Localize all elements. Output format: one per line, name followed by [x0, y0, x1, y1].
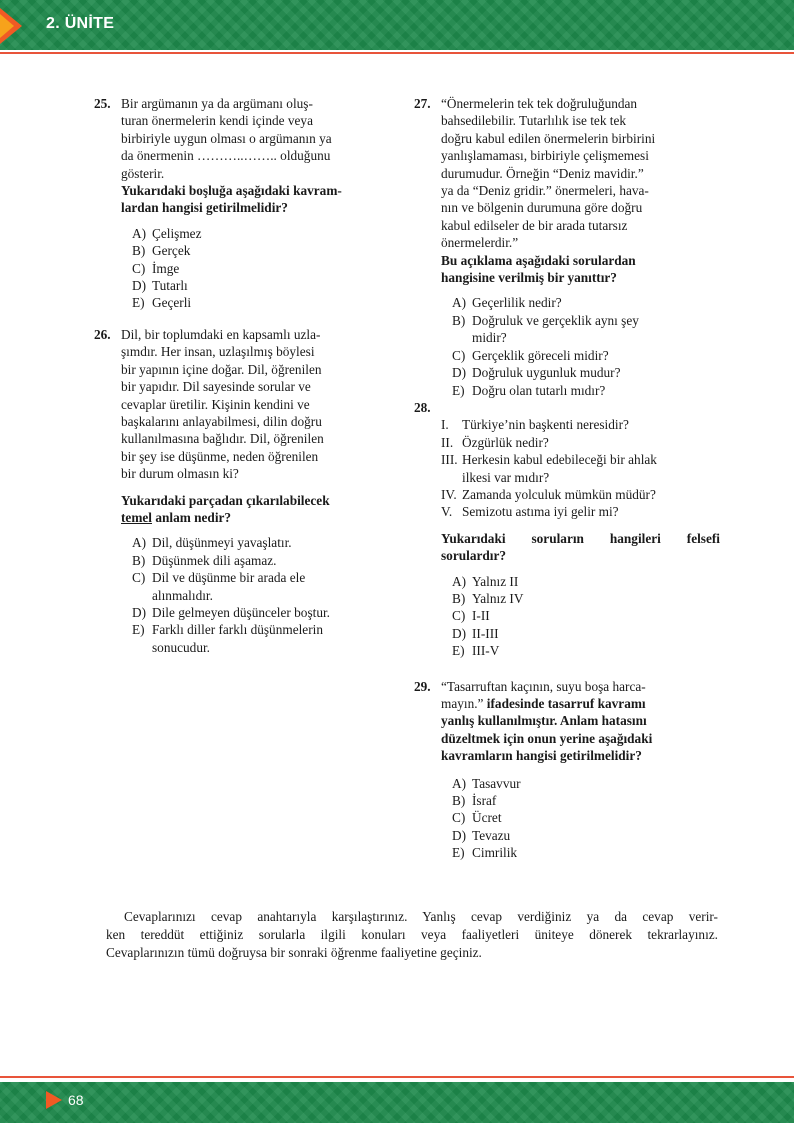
- question-number: 29.: [414, 678, 431, 694]
- option-letter: A): [452, 775, 467, 791]
- option-text: Tutarlı: [152, 278, 188, 294]
- option-b: [132, 552, 364, 569]
- unit-title: 2. ÜNİTE: [46, 15, 115, 32]
- options-list: [121, 534, 364, 656]
- question-number: 26.: [94, 326, 111, 342]
- option-b: [132, 242, 364, 259]
- stem-line: birbiriyle uygun olması o argümanın ya: [121, 130, 332, 146]
- option-letter: B): [132, 243, 146, 259]
- stem-line: önermelerdir.”: [441, 235, 519, 251]
- option-letter: C): [452, 347, 466, 363]
- prompt-line: hangisine verilmiş bir yanıttır?: [441, 270, 617, 286]
- option-letter: B): [452, 590, 466, 606]
- statement-text: Özgürlük nedir?: [462, 434, 549, 450]
- prompt-line: kavramların hangisi getirilmelidir?: [441, 748, 642, 764]
- roman-numeral: III.: [441, 452, 458, 468]
- option-text: Ücret: [472, 810, 502, 826]
- option-c: [132, 260, 364, 277]
- option-text: III-V: [472, 643, 500, 659]
- stem-line: “Önermelerin tek tek doğruluğundan: [441, 96, 638, 111]
- roman-numeral: II.: [441, 434, 454, 450]
- option-text: Geçerli: [152, 295, 192, 311]
- footer-rule: [0, 1076, 794, 1078]
- option-text: Tasavvur: [472, 775, 521, 791]
- left-column: [94, 95, 364, 656]
- stem-line: [441, 695, 720, 712]
- question-number: 28.: [414, 399, 431, 415]
- stem-line: başkalarını anlayabilmesi, dilin doğru: [121, 413, 322, 429]
- option-letter: B): [452, 793, 466, 809]
- option-text: İmge: [152, 260, 180, 276]
- stem-line: bahsedilebilir. Tutarlılık ise tek tek: [441, 113, 627, 129]
- option-letter: D): [452, 827, 467, 843]
- option-b: [452, 792, 720, 809]
- option-letter: E): [132, 622, 145, 638]
- prompt-line: yanlış kullanılmıştır. Anlam hatasını: [441, 713, 647, 729]
- option-letter: E): [132, 295, 145, 311]
- question-27: [414, 95, 720, 399]
- stem-line: nın ve bölgenin durumuna göre doğru: [441, 200, 643, 216]
- option-letter: C): [452, 810, 466, 826]
- option-c: [132, 569, 364, 604]
- option-letter: C): [452, 608, 466, 624]
- stem-line: Dil, bir toplumdaki en kapsamlı uzla-: [121, 326, 321, 342]
- stem-line: kullanılmasına bağlıdır. Dil, öğrenilen: [121, 431, 324, 447]
- statement-text: Zamanda yolculuk mümkün müdür?: [462, 486, 656, 502]
- option-letter: A): [452, 295, 467, 311]
- option-text: Dil, düşünmeyi yavaşlatır.: [152, 535, 292, 551]
- option-a: [452, 573, 720, 590]
- statement-text: Herkesin kabul edebileceği bir ahlak: [462, 452, 657, 468]
- options-list: [441, 294, 720, 398]
- option-text: Yalnız II: [472, 573, 519, 589]
- option-letter: B): [452, 312, 466, 328]
- stem-line: yanlışlamaması, birbiriyle çelişmemesi: [441, 148, 649, 164]
- option-letter: D): [132, 604, 147, 620]
- underlined-keyword: temel: [121, 509, 153, 525]
- statement-list: [441, 416, 720, 520]
- option-text: Dil ve düşünme bir arada ele: [152, 570, 306, 586]
- option-text: I-II: [472, 608, 490, 624]
- stem-normal: mayın.”: [441, 696, 487, 711]
- closing-paragraph: [106, 908, 718, 962]
- prompt-line: [121, 509, 364, 526]
- prompt-line: Yukarıdaki soruların hangileri felsefi: [441, 530, 720, 546]
- closing-line: Cevaplarınızın tümü doğruysa bir sonraki öğrenme faaliyetine geçiniz.: [106, 945, 482, 960]
- option-letter: C): [132, 260, 146, 276]
- option-letter: E): [452, 382, 465, 398]
- option-text: Doğru olan tutarlı mıdır?: [472, 382, 606, 398]
- option-d: [132, 277, 364, 294]
- option-text: Farklı diller farklı düşünmelerin: [152, 622, 323, 638]
- header-arrow-inner-icon: [0, 14, 14, 38]
- option-text: Yalnız IV: [472, 590, 524, 606]
- option-text: Geçerlilik nedir?: [472, 295, 562, 311]
- question-number: 25.: [94, 96, 111, 111]
- header-band: [0, 0, 794, 50]
- option-text: Düşünmek dili aşamaz.: [152, 552, 277, 568]
- stem-line: bir yapıdır. Dil sayesinde sorular ve: [121, 379, 311, 395]
- stem-line: şımdır. Her insan, uzlaşılmış böylesi: [121, 344, 315, 360]
- option-a: [452, 294, 720, 311]
- stem-line: bir şey ise düşünme, neden öğrenilen: [121, 448, 319, 464]
- statement-text: ilkesi var mıdır?: [462, 469, 550, 485]
- option-b: [452, 590, 720, 607]
- option-letter: B): [132, 552, 146, 568]
- stem-line: cevaplar üretilir. Kişinin kendini ve: [121, 396, 310, 412]
- option-b: [452, 312, 720, 347]
- stem-line: bir durum olmasın ki?: [121, 466, 239, 482]
- option-text: II-III: [472, 625, 499, 641]
- question-number-spacer: [441, 399, 720, 416]
- option-e: [452, 382, 720, 399]
- stem-line: durumudur. Örneğin “Deniz mavidir.”: [441, 165, 644, 181]
- prompt-line: lardan hangisi getirilmelidir?: [121, 200, 288, 216]
- option-letter: D): [132, 278, 147, 294]
- option-letter: D): [452, 365, 467, 381]
- option-text: Dile gelmeyen düşünceler boştur.: [152, 604, 330, 620]
- stem-line: turan önermelerin kendi içinde veya: [121, 113, 313, 129]
- statement-v: [441, 503, 720, 520]
- prompt-line: Yukarıdaki parçadan çıkarılabilecek: [121, 492, 330, 508]
- question-29: [414, 678, 720, 862]
- footer-arrow-icon: [46, 1091, 62, 1109]
- option-text: sonucudur.: [152, 639, 210, 655]
- option-text: midir?: [472, 330, 507, 346]
- stem-line: doğru kabul edilen önermelerin birbirini: [441, 130, 656, 146]
- option-text: Gerçeklik göreceli midir?: [472, 347, 609, 363]
- option-letter: A): [132, 535, 147, 551]
- closing-line: Cevaplarınızı cevap anahtarıyla karşılaştırınız. Yanlış cevap verdiğiniz ya da cevap verir-: [124, 909, 718, 924]
- header-rule: [0, 52, 794, 54]
- option-d: [452, 625, 720, 642]
- right-column: [414, 95, 720, 862]
- stem-line: kabul edilseler de bir arada tutarsız: [441, 217, 628, 233]
- option-e: [132, 621, 364, 656]
- option-c: [452, 607, 720, 624]
- option-letter: E): [452, 845, 465, 861]
- options-list: [441, 573, 720, 660]
- option-e: [132, 294, 364, 311]
- prompt-line: Yukarıdaki boşluğa aşağıdaki kavram-: [121, 183, 342, 199]
- option-text: alınmalıdır.: [152, 587, 213, 603]
- option-e: [452, 844, 720, 861]
- question-28: [414, 399, 720, 660]
- option-text: Doğruluk uygunluk mudur?: [472, 365, 621, 381]
- option-e: [452, 642, 720, 659]
- statement-ii: [441, 434, 720, 451]
- question-25: [94, 95, 364, 312]
- statement-i: [441, 416, 720, 433]
- statement-iv: [441, 486, 720, 503]
- prompt-rest: anlam nedir?: [152, 509, 232, 525]
- option-text: Doğruluk ve gerçeklik aynı şey: [472, 312, 639, 328]
- option-d: [452, 364, 720, 381]
- option-c: [452, 347, 720, 364]
- options-list: [441, 775, 720, 862]
- options-list: [121, 225, 364, 312]
- option-letter: D): [452, 625, 467, 641]
- roman-numeral: IV.: [441, 486, 457, 502]
- roman-numeral: I.: [441, 417, 449, 433]
- option-d: [452, 827, 720, 844]
- option-d: [132, 604, 364, 621]
- stem-line: da önermenin ………..…….. olduğunu: [121, 148, 331, 164]
- prompt-line: Bu açıklama aşağıdaki sorulardan: [441, 252, 636, 268]
- option-letter: C): [132, 570, 146, 586]
- stem-line: “Tasarruftan kaçının, suyu boşa harca-: [441, 678, 646, 694]
- option-text: Çelişmez: [152, 225, 202, 241]
- option-a: [132, 534, 364, 551]
- option-letter: E): [452, 643, 465, 659]
- option-a: [132, 225, 364, 242]
- stem-line: bir yapının içine doğar. Dil, öğrenilen: [121, 361, 322, 377]
- option-letter: A): [132, 225, 147, 241]
- statement-text: Türkiye’nin başkenti neresidir?: [462, 417, 629, 433]
- stem-line: gösterir.: [121, 165, 165, 181]
- option-text: Tevazu: [472, 827, 511, 843]
- option-a: [452, 775, 720, 792]
- prompt-line: düzeltmek için onun yerine aşağıdaki: [441, 730, 653, 746]
- statement-iii: [441, 451, 720, 486]
- roman-numeral: V.: [441, 504, 453, 520]
- option-text: Cimrilik: [472, 845, 518, 861]
- option-letter: A): [452, 573, 467, 589]
- statement-text: Semizotu astıma iyi gelir mi?: [462, 504, 619, 520]
- closing-line: ken tereddüt ettiğiniz sorularla ilgili konuları veya faaliyetleri üniteye dönerek tekrarlayınız.: [106, 927, 718, 942]
- stem-line: Bir argümanın ya da argümanı oluş-: [121, 96, 313, 111]
- option-text: Gerçek: [152, 243, 191, 259]
- option-text: İsraf: [472, 793, 497, 809]
- prompt-line: sorulardır?: [441, 548, 507, 564]
- option-c: [452, 809, 720, 826]
- stem-line: ya da “Deniz gridir.” önermeleri, hava-: [441, 183, 649, 199]
- stem-bold: ifadesinde tasarruf kavramı: [486, 696, 646, 711]
- footer-band: [0, 1082, 794, 1123]
- question-26: [94, 326, 364, 656]
- question-number: 27.: [414, 96, 431, 111]
- page-number: 68: [68, 1092, 84, 1108]
